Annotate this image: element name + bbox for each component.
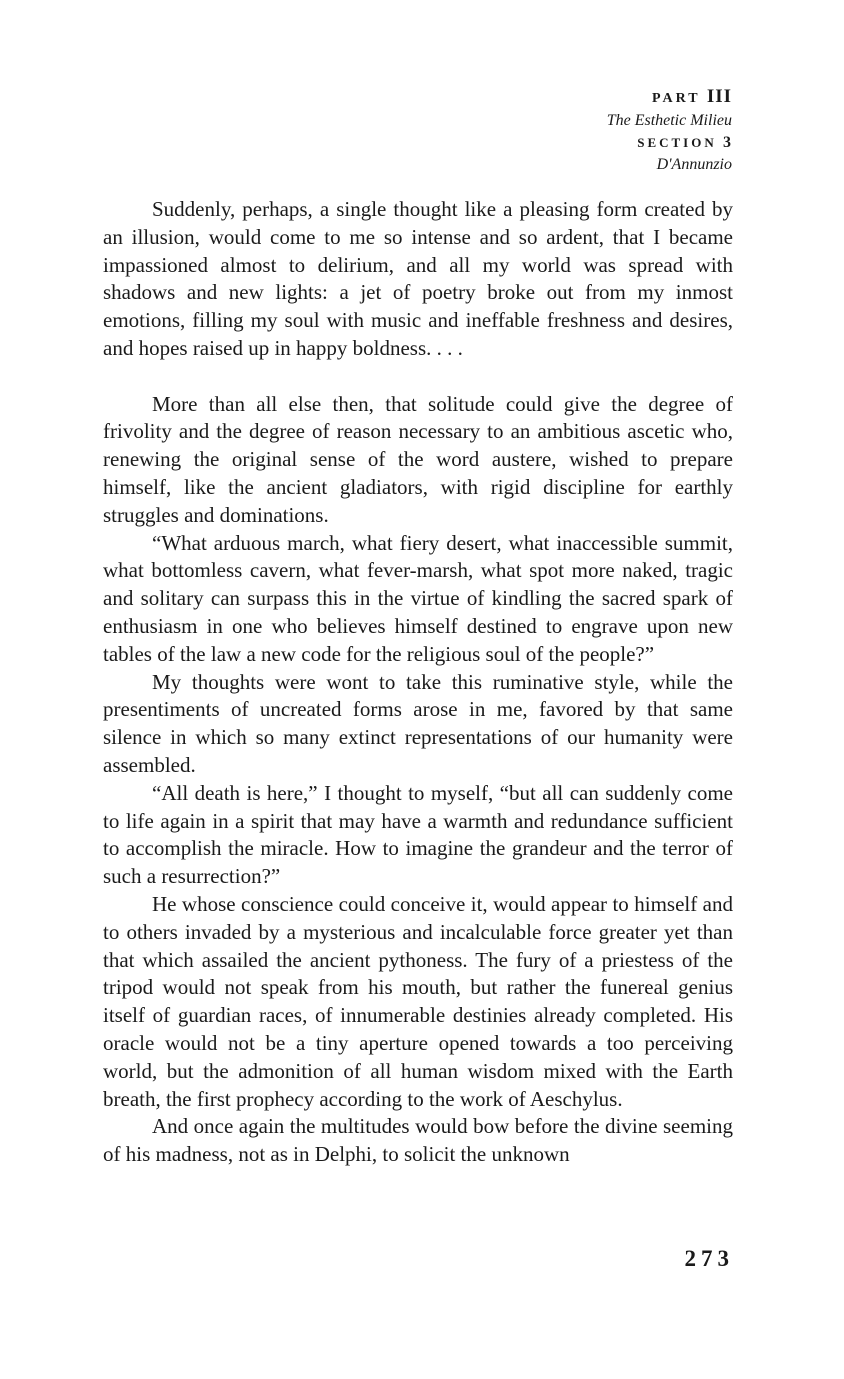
paragraph: And once again the multitudes would bow before the divine seeming of his madness, not as in Delphi, to solicit the unknown (103, 1114, 733, 1167)
paragraph: My thoughts were wont to take this ruminative style, while the presentiments of uncreated forms arose in me, favored by that same silence in which so many extinct representations of our humanity were assembled. (103, 669, 733, 777)
part-heading (607, 86, 732, 110)
paragraph: “What arduous march, what fiery desert, what inaccessible summit, what bottomless cavern, what fever-marsh, what spot more naked, tragic and solitary can surpass this in the virtue of kindling the sacred spark of enthusiasm in one who believes himself destined to engrave upon new tables of the law a new code for the religious soul of the people?” (103, 530, 733, 666)
part-label: PART (651, 91, 701, 106)
section-number: 3 (723, 134, 732, 151)
page-number: 273 (684, 1246, 734, 1271)
paragraph: He whose conscience could conceive it, would appear to himself and to others invaded by a mysterious and incalculable force greater yet than that which assailed the ancient pythoness. The fury of a priestess of the tripod would not speak from his mouth, but rather the funereal genius itself of guardian races, of innumerable destinies already completed. His oracle would not be a tiny aperture opened towards a too perceiving world, but the admonition of all human wisdom mixed with the Earth breath, the first prophecy according to the work of Aeschylus. (103, 891, 733, 1111)
paragraph: Suddenly, perhaps, a single thought like a pleasing form created by an illusion, would come to me so intense and so ardent, that I became impassioned almost to delirium, and all my world was spread with shadows and new lights: a jet of poetry broke out from my inmost emotions, filling my soul with music and ineffable freshness and desires, and hopes raised up in happy boldness. . . . (103, 197, 733, 360)
paragraph: More than all else then, that solitude could give the degree of frivolity and the degree of reason necessary to an ambitious ascetic who, renewing the original sense of the word austere, wished to prepare himself, like the ancient gladiators, with rigid discipline for earthly struggles and dominations. (103, 391, 733, 527)
part-title: The Esthetic Milieu (606, 112, 732, 129)
section-title: D'Annunzio (656, 156, 732, 173)
section-heading (607, 132, 732, 154)
running-head (607, 86, 732, 176)
section-label: SECTION (637, 135, 717, 150)
paragraph: “All death is here,” I thought to myself, “but all can suddenly come to life again in a spirit that may have a warmth and redundance sufficient to accomplish the miracle. How to imagine the grandeur and the terror of such a resurrection?” (103, 780, 733, 889)
body-text (103, 196, 733, 1169)
part-number: III (706, 86, 732, 107)
